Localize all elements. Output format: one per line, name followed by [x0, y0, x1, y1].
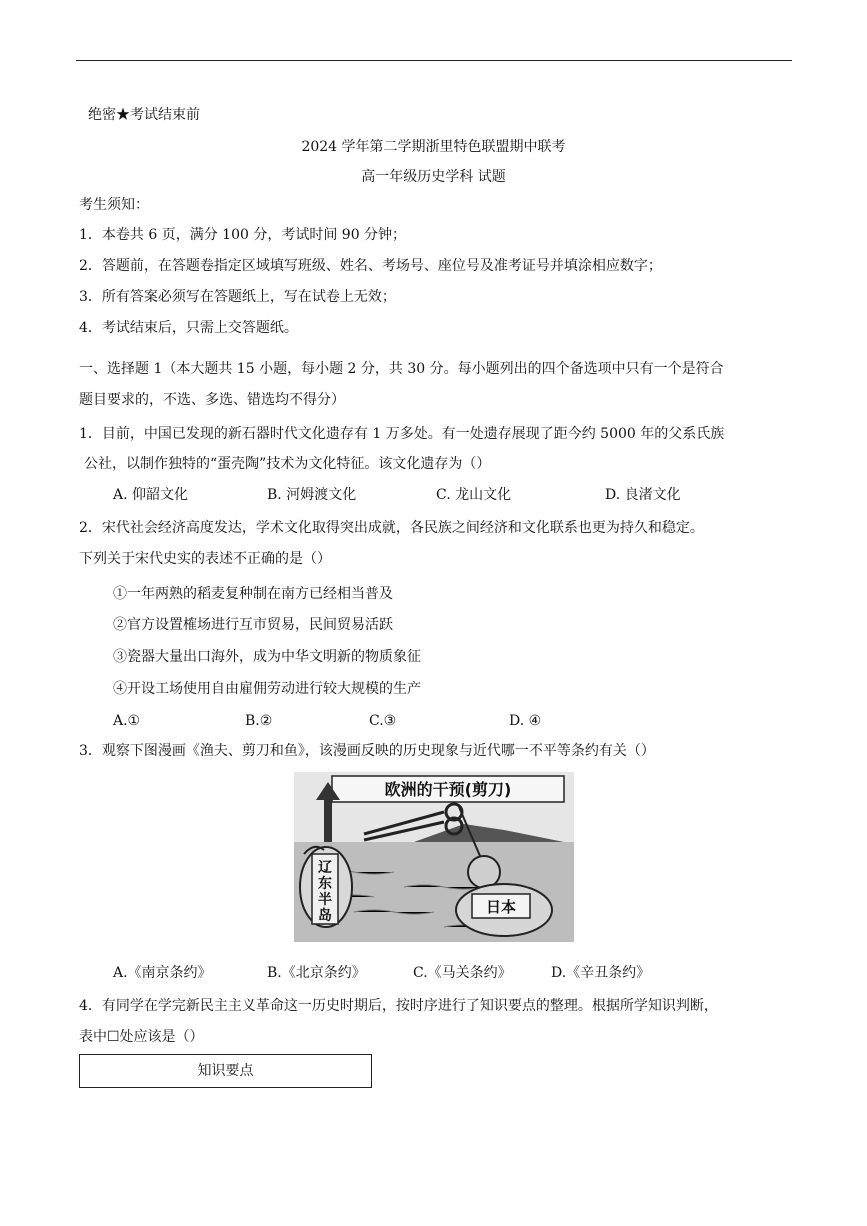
- q3-option-a: A.《南京条约》: [113, 965, 212, 981]
- question-1-text-cont: 公社，以制作独特的“蛋壳陶”技术为文化特征。该文化遗存为（）: [84, 456, 491, 472]
- q2-statement-3: ③瓷器大量出口海外，成为中华文明新的物质象征: [113, 649, 421, 665]
- q2-statement-2: ②官方设置榷场进行互市贸易，民间贸易活跃: [113, 617, 393, 633]
- left-label-char: 辽: [318, 860, 332, 876]
- subject-title: 高一年级历史学科 试题: [361, 169, 506, 185]
- cartoon-image: [294, 772, 574, 942]
- q3-option-c: C.《马关条约》: [413, 965, 512, 981]
- q2-statement-1: ①一年两熟的稻麦复种制在南方已经相当普及: [113, 586, 393, 602]
- cartoon-figure: [294, 772, 574, 942]
- q2-option-a: A.①: [113, 713, 141, 729]
- q2-option-b: B.②: [245, 713, 273, 729]
- q1-option-d: D. 良渚文化: [605, 487, 681, 503]
- exam-title: 2024 学年第二学期浙里特色联盟期中联考: [301, 139, 566, 155]
- left-label-char: 岛: [318, 908, 332, 924]
- question-4-text: 4．有同学在学完新民主主义革命这一历史时期后，按时序进行了知识要点的整理。根据所学知识判断，: [79, 998, 718, 1014]
- q2-option-c: C.③: [369, 713, 397, 729]
- notice-item: 2．答题前，在答题卷指定区域填写班级、姓名、考场号、座位号及准考证号并填涂相应数字；: [79, 258, 662, 274]
- left-label-char: 半: [318, 892, 332, 908]
- notice-heading: 考生须知：: [79, 197, 149, 213]
- notice-item: 3．所有答案必须写在答题纸上，写在试卷上无效；: [79, 289, 396, 305]
- notice-item: 4．考试结束后，只需上交答题纸。: [79, 320, 298, 336]
- left-label-char: 东: [318, 876, 332, 892]
- question-4-text-cont: 表中☐处应该是（）: [79, 1029, 204, 1045]
- knowledge-table: [79, 1054, 372, 1088]
- question-2-text: 2．宋代社会经济高度发达，学术文化取得突出成就，各民族之间经济和文化联系也更为持久和稳定。: [79, 520, 704, 536]
- cartoon-banner-text: 欧洲的干预(剪刀): [384, 780, 512, 799]
- q3-option-b: B.《北京条约》: [267, 965, 366, 981]
- header-rule: [76, 60, 792, 61]
- q1-option-b: B. 河姆渡文化: [267, 487, 357, 503]
- q2-statement-4: ④开设工场使用自由雇佣劳动进行较大规模的生产: [113, 681, 421, 697]
- question-3-text: 3．观察下图漫画《渔夫、剪刀和鱼》，该漫画反映的历史现象与近代哪一不平等条约有关（）: [79, 743, 655, 759]
- question-1-text: 1．目前，中国已发现的新石器时代文化遗存有 1 万多处。有一处遗存展现了距今约 5000 年的父系氏族: [79, 426, 725, 442]
- section-1-heading: 一、选择题 1（本大题共 15 小题，每小题 2 分，共 30 分。每小题列出的四个备选项中只有一个是符合: [79, 361, 724, 377]
- question-2-text-cont: 下列关于宋代史实的表述不正确的是（）: [79, 551, 331, 567]
- q2-option-d: D. ④: [509, 713, 542, 729]
- q3-option-d: D.《辛丑条约》: [551, 965, 651, 981]
- cartoon-right-label: 日本: [485, 898, 517, 916]
- table-header-cell: 知识要点: [197, 1063, 254, 1079]
- notice-item: 1．本卷共 6 页，满分 100 分，考试时间 90 分钟；: [79, 227, 407, 243]
- q1-option-a: A. 仰韶文化: [113, 487, 189, 503]
- secret-label: 绝密★考试结束前: [88, 107, 200, 123]
- section-1-heading-cont: 题目要求的，不选、多选、错选均不得分）: [79, 392, 345, 408]
- q1-option-c: C. 龙山文化: [436, 487, 512, 503]
